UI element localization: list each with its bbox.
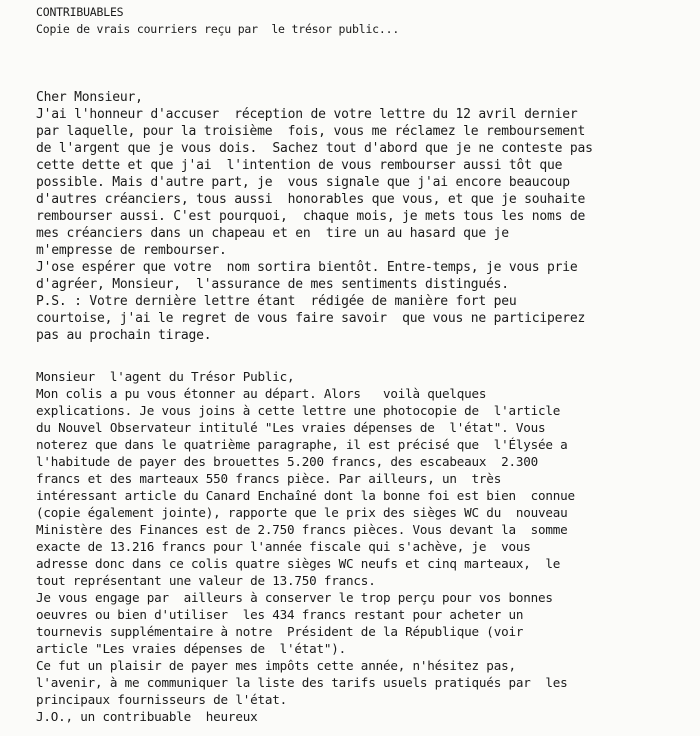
document-title: CONTRIBUABLES — [36, 5, 124, 19]
letter-1-line: d'agréer, Monsieur, l'assurance de mes sentiments distingués. — [36, 277, 509, 292]
letter-2-line: Je vous engage par ailleurs à conserver le trop perçu pour vos bonnes — [36, 590, 553, 605]
letter-1-line: P.S. : Votre dernière lettre étant rédigée de manière fort peu — [36, 294, 517, 309]
letter-1-line: Cher Monsieur, — [36, 90, 143, 105]
document-subtitle: Copie de vrais courriers reçu par le trésor public... — [36, 22, 400, 36]
letter-1-line: courtoise, j'ai le regret de vous faire savoir que vous ne participerez — [36, 311, 586, 326]
letter-1-line: d'autres créanciers, tous aussi honorables que vous, et que je souhaite — [36, 192, 586, 207]
letter-2-line: adresse donc dans ce colis quatre sièges WC neufs et cinq marteaux, le — [36, 556, 561, 571]
letter-2-line: Ce fut un plaisir de payer mes impôts cette année, n'hésitez pas, — [36, 658, 516, 673]
letter-1-line: J'ai l'honneur d'accuser réception de votre lettre du 12 avril dernier — [36, 107, 578, 122]
letter-2-line: du Nouvel Observateur intitulé "Les vraies dépenses de l'état". Vous — [36, 420, 546, 435]
letter-2-line: Monsieur l'agent du Trésor Public, — [36, 369, 295, 384]
letter-2-line: l'habitude de payer des brouettes 5.200 francs, des escabeaux 2.300 — [36, 454, 538, 469]
letter-1-line: de l'argent que je vous dois. Sachez tout d'abord que je ne conteste pas — [36, 141, 593, 156]
letter-2-line: francs et des marteaux 550 francs pièce. Par ailleurs, un très — [36, 471, 502, 486]
letter-1-line: m'empresse de rembourser. — [36, 243, 227, 258]
letter-2-line: exacte de 13.216 francs pour l'année fiscale qui s'achève, je vous — [36, 539, 531, 554]
letter-2-line: principaux fournisseurs de l'état. — [36, 692, 287, 707]
letter-1-line: possible. Mais d'autre part, je vous signale que j'ai encore beaucoup — [36, 175, 570, 190]
letter-2-line: tout représentant une valeur de 13.750 francs. — [36, 573, 376, 588]
letter-1-line: mes créanciers dans un chapeau et en tire un au hasard que je — [36, 226, 509, 241]
letter-1-line: rembourser aussi. C'est pourquoi, chaque mois, je mets tous les noms de — [36, 209, 586, 224]
letter-2-line: noterez que dans le quatrième paragraphe, il est précisé que l'Élysée a — [36, 437, 568, 452]
letter-2-line: (copie également jointe), rapporte que le prix des sièges WC du nouveau — [36, 505, 568, 520]
letter-2-signature: J.O., un contribuable heureux — [36, 709, 258, 724]
letter-2-line: Ministère des Finances est de 2.750 francs pièces. Vous devant la somme — [36, 522, 568, 537]
letter-1-line: par laquelle, pour la troisième fois, vous me réclamez le remboursement — [36, 124, 586, 139]
letter-2-line: l'avenir, à me communiquer la liste des tarifs usuels pratiqués par les — [36, 675, 568, 690]
letter-2-line: tournevis supplémentaire à notre Président de la République (voir — [36, 624, 524, 639]
letter-2-line: explications. Je vous joins à cette lettre une photocopie de l'article — [36, 403, 561, 418]
letter-1-line: J'ose espérer que votre nom sortira bientôt. Entre-temps, je vous prie — [36, 260, 578, 275]
letter-2-line: oeuvres ou bien d'utiliser les 434 francs restant pour acheter un — [36, 607, 524, 622]
letter-1-line: cette dette et que j'ai l'intention de vous rembourser aussi tôt que — [36, 158, 563, 173]
letter-2-line: article "Les vraies dépenses de l'état"). — [36, 641, 347, 656]
letter-2-line: intéressant article du Canard Enchaîné dont la bonne foi est bien connue — [36, 488, 575, 503]
letter-2-line: Mon colis a pu vous étonner au départ. Alors voilà quelques — [36, 386, 487, 401]
letter-1-line: pas au prochain tirage. — [36, 328, 212, 343]
